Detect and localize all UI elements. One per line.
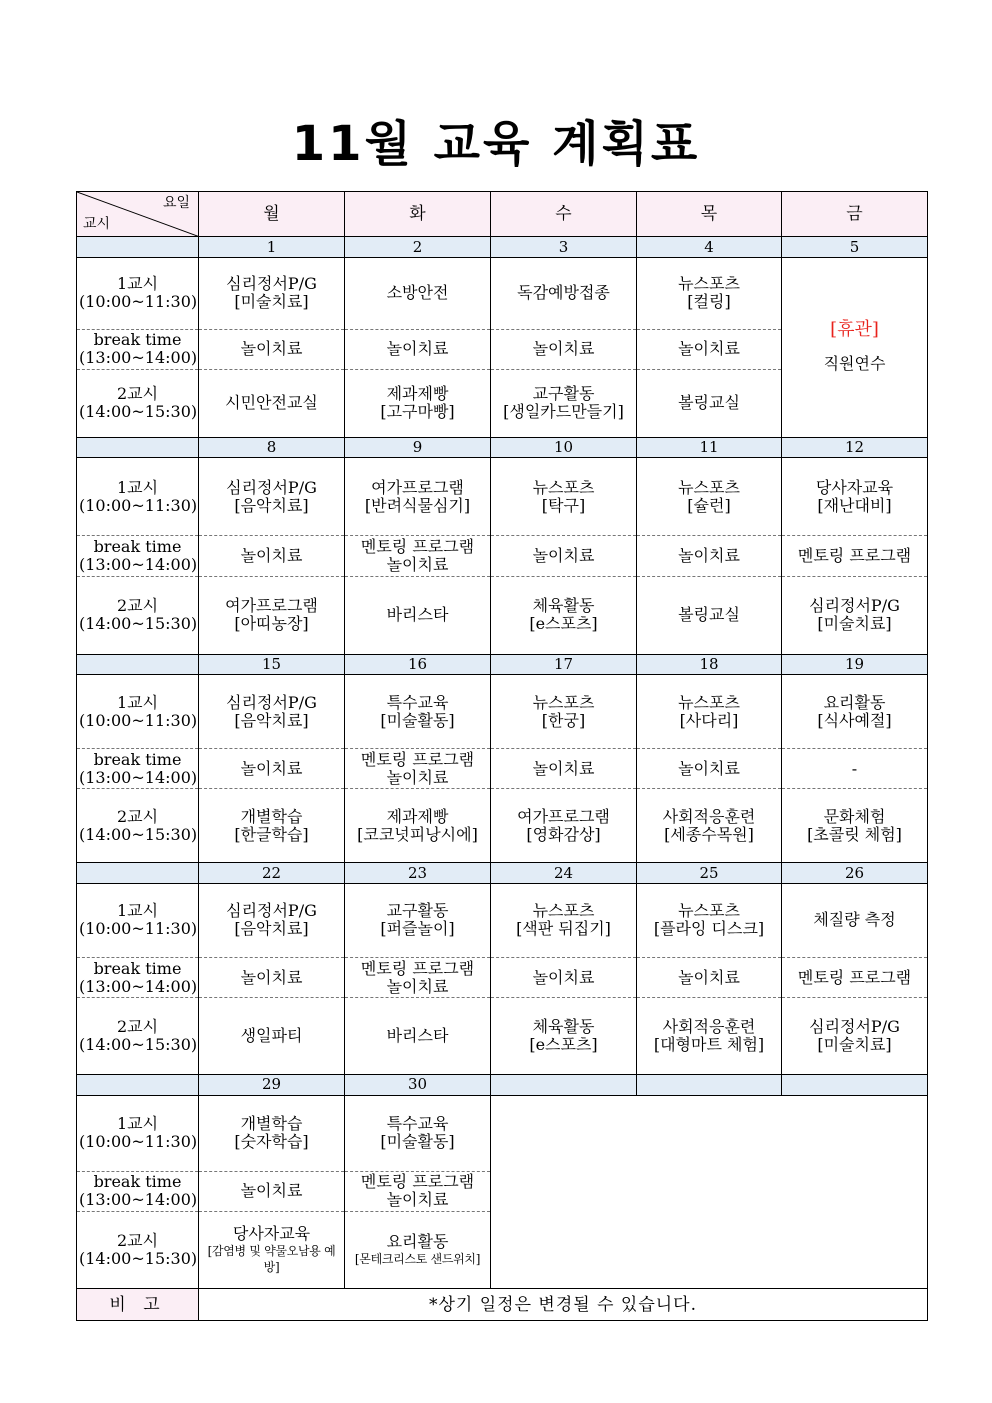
schedule-cell-thu xyxy=(637,536,782,576)
date-cell-fri: 5 xyxy=(782,237,928,258)
schedule-cell-fri xyxy=(782,576,928,654)
period-row-p2 xyxy=(77,576,928,654)
cell-line: 뉴스포츠 xyxy=(532,692,595,712)
cell-line: 놀이치료 xyxy=(240,545,303,565)
friday-closed-cell xyxy=(782,257,928,437)
schedule-cell-thu xyxy=(637,998,782,1075)
cell-line: 놀이치료 xyxy=(532,758,595,778)
cell-line: [슐런] xyxy=(687,495,731,515)
schedule-cell-tue xyxy=(345,883,491,957)
date-cell-wed: 10 xyxy=(491,437,637,458)
corner-cell xyxy=(77,192,199,237)
date-cell-tue: 30 xyxy=(345,1075,491,1096)
cell-line: (13:00~14:00) xyxy=(79,348,198,368)
spacer xyxy=(784,339,925,355)
schedule-cell-fri xyxy=(782,957,928,997)
schedule-cell-thu xyxy=(637,789,782,863)
cell-line: 여가프로그램 xyxy=(225,596,318,616)
schedule-cell-wed xyxy=(491,749,637,789)
cell-line: (13:00~14:00) xyxy=(79,1190,198,1210)
cell-line: break time xyxy=(93,1172,182,1192)
date-cell-wed: 17 xyxy=(491,654,637,675)
schedule-cell-tue xyxy=(345,1171,491,1211)
cell-line: 체육활동 xyxy=(532,596,595,616)
schedule-table xyxy=(76,191,928,1321)
date-cell-mon: 8 xyxy=(199,437,345,458)
cell-line: 놀이치료 xyxy=(240,967,303,987)
cell-line: 1교시 xyxy=(116,274,159,294)
schedule-cell-tue xyxy=(345,957,491,997)
date-cell-tue: 9 xyxy=(345,437,491,458)
cell-line: [음악치료] xyxy=(234,495,309,515)
schedule-cell-thu xyxy=(637,576,782,654)
cell-line: 1교시 xyxy=(116,1114,159,1134)
date-cell-tue: 23 xyxy=(345,863,491,884)
cell-line: 놀이치료 xyxy=(678,967,740,987)
cell-line: 개별학습 xyxy=(240,806,303,826)
cell-line: 2교시 xyxy=(116,806,159,826)
schedule-body xyxy=(77,192,928,1321)
cell-line: 놀이치료 xyxy=(678,758,740,778)
schedule-cell-tue xyxy=(345,749,491,789)
period-row-brk xyxy=(77,749,928,789)
cell-line: 개별학습 xyxy=(240,1114,303,1134)
date-cell-fri: 19 xyxy=(782,654,928,675)
period-row-p1 xyxy=(77,1095,928,1171)
cell-line: [생일카드만들기] xyxy=(503,402,624,422)
cell-line: 시민안전교실 xyxy=(225,393,318,413)
cell-line: - xyxy=(851,758,858,778)
schedule-cell-fri xyxy=(782,883,928,957)
cell-line: 여가프로그램 xyxy=(371,477,464,497)
day-header-wed: 수 xyxy=(491,192,637,237)
period-label-p2 xyxy=(77,369,199,437)
schedule-cell-thu xyxy=(637,458,782,536)
date-cell-mon: 29 xyxy=(199,1075,345,1096)
date-cell-wed: 24 xyxy=(491,863,637,884)
cell-line: 요리활동 xyxy=(386,1231,449,1251)
cell-line: (13:00~14:00) xyxy=(79,554,198,574)
date-row xyxy=(77,1075,928,1096)
cell-line: 뉴스포츠 xyxy=(532,477,595,497)
date-cell-wed xyxy=(491,1075,637,1096)
date-cell-wed: 3 xyxy=(491,237,637,258)
cell-line: 뉴스포츠 xyxy=(678,901,740,921)
cell-line: 특수교육 xyxy=(386,692,449,712)
period-row-brk xyxy=(77,536,928,576)
schedule-cell-wed xyxy=(491,458,637,536)
schedule-cell-mon xyxy=(199,369,345,437)
cell-line: break time xyxy=(93,536,182,556)
schedule-cell-wed xyxy=(491,675,637,749)
cell-line: (10:00~11:30) xyxy=(79,495,198,515)
schedule-cell-tue xyxy=(345,1095,491,1171)
cell-line: 놀이치료 xyxy=(240,339,303,359)
schedule-cell-mon xyxy=(199,1211,345,1288)
cell-line: 멘토링 프로그램 xyxy=(797,967,912,987)
cell-line: [대형마트 체험] xyxy=(653,1035,765,1055)
cell-line: 놀이치료 xyxy=(532,339,595,359)
cell-line: 여가프로그램 xyxy=(517,806,610,826)
schedule-cell-thu xyxy=(637,257,782,329)
date-row xyxy=(77,863,928,884)
cell-line: (10:00~11:30) xyxy=(79,710,198,730)
cell-line: 뉴스포츠 xyxy=(532,901,595,921)
date-cell-thu: 11 xyxy=(637,437,782,458)
schedule-cell-wed xyxy=(491,789,637,863)
cell-line: 요리활동 xyxy=(823,692,886,712)
schedule-cell-mon xyxy=(199,458,345,536)
cell-line: 소방안전 xyxy=(386,283,449,303)
schedule-cell-wed xyxy=(491,536,637,576)
cell-line: [컬링] xyxy=(687,292,731,312)
schedule-cell-fri xyxy=(782,536,928,576)
cell-line: 생일파티 xyxy=(240,1026,303,1046)
staff-training-label: 직원연수 xyxy=(823,354,886,374)
cell-line: 심리정서P/G xyxy=(226,477,317,497)
schedule-cell-tue xyxy=(345,369,491,437)
schedule-cell-tue xyxy=(345,998,491,1075)
cell-line: [숫자학습] xyxy=(234,1132,309,1152)
cell-line: 사회적응훈련 xyxy=(662,806,756,826)
cell-line: [미술치료] xyxy=(234,292,309,312)
cell-line: 1교시 xyxy=(116,692,159,712)
cell-line: 뉴스포츠 xyxy=(678,477,740,497)
day-header-fri: 금 xyxy=(782,192,928,237)
schedule-cell-thu xyxy=(637,749,782,789)
period-label-brk xyxy=(77,536,199,576)
cell-line: 심리정서P/G xyxy=(226,274,317,294)
period-label-p2 xyxy=(77,1211,199,1288)
schedule-cell-tue xyxy=(345,536,491,576)
schedule-cell-fri xyxy=(782,675,928,749)
cell-line: 멘토링 프로그램 xyxy=(360,536,475,556)
schedule-cell-mon xyxy=(199,998,345,1075)
cell-line: 1교시 xyxy=(116,901,159,921)
cell-line: [e스포츠] xyxy=(529,1035,598,1055)
cell-line: [반려식물심기] xyxy=(364,495,471,515)
day-header-tue: 화 xyxy=(345,192,491,237)
cell-line: [세종수목원] xyxy=(664,824,754,844)
schedule-cell-mon xyxy=(199,1095,345,1171)
date-row-spacer xyxy=(77,654,199,675)
cell-line: [퍼즐놀이] xyxy=(380,919,455,939)
schedule-cell-mon xyxy=(199,536,345,576)
cell-line: 2교시 xyxy=(116,1017,159,1037)
date-cell-mon: 15 xyxy=(199,654,345,675)
cell-line: 2교시 xyxy=(116,384,159,404)
cell-line: [몬테크리스토 샌드위치] xyxy=(354,1251,481,1266)
cell-line: [코코넛피낭시에] xyxy=(357,824,478,844)
schedule-cell-mon xyxy=(199,329,345,369)
cell-line: (14:00~15:30) xyxy=(79,614,198,634)
period-row-p1 xyxy=(77,458,928,536)
cell-line: 체질량 측정 xyxy=(813,910,896,930)
cell-line: 멘토링 프로그램 xyxy=(797,545,912,565)
date-cell-thu xyxy=(637,1075,782,1096)
schedule-cell-mon xyxy=(199,257,345,329)
date-cell-fri: 12 xyxy=(782,437,928,458)
cell-line: (14:00~15:30) xyxy=(79,1248,198,1268)
schedule-cell-thu xyxy=(637,369,782,437)
date-cell-thu: 25 xyxy=(637,863,782,884)
date-row xyxy=(77,437,928,458)
date-cell-mon: 22 xyxy=(199,863,345,884)
period-label-p2 xyxy=(77,998,199,1075)
cell-line: 놀이치료 xyxy=(678,545,740,565)
cell-line: 놀이치료 xyxy=(240,1181,303,1201)
schedule-cell-thu xyxy=(637,675,782,749)
schedule-cell-mon xyxy=(199,957,345,997)
cell-line: 심리정서P/G xyxy=(226,901,317,921)
schedule-cell-tue xyxy=(345,1211,491,1288)
cell-line: [한궁] xyxy=(541,710,586,730)
cell-line: [식사예절] xyxy=(817,710,892,730)
schedule-cell-mon xyxy=(199,749,345,789)
schedule-cell-thu xyxy=(637,329,782,369)
corner-day-label: 요일 xyxy=(162,195,190,211)
period-label-p1 xyxy=(77,257,199,329)
schedule-cell-tue xyxy=(345,329,491,369)
note-row xyxy=(77,1289,928,1321)
cell-line: (14:00~15:30) xyxy=(79,402,198,422)
cell-line: 특수교육 xyxy=(386,1114,449,1134)
schedule-cell-wed xyxy=(491,883,637,957)
cell-line: [한글학습] xyxy=(234,824,309,844)
cell-line: 사회적응훈련 xyxy=(662,1017,756,1037)
schedule-cell-mon xyxy=(199,576,345,654)
note-label: 비 고 xyxy=(77,1289,199,1321)
cell-line: break time xyxy=(93,749,182,769)
cell-line: [고구마빵] xyxy=(380,402,455,422)
date-row xyxy=(77,654,928,675)
period-label-p1 xyxy=(77,458,199,536)
date-row-spacer xyxy=(77,437,199,458)
period-row-p2 xyxy=(77,998,928,1075)
cell-line: 뉴스포츠 xyxy=(678,274,740,294)
cell-line: [미술치료] xyxy=(817,1035,892,1055)
cell-line: 놀이치료 xyxy=(386,976,449,996)
period-row-p2 xyxy=(77,789,928,863)
cell-line: [재난대비] xyxy=(817,495,892,515)
cell-line: 놀이치료 xyxy=(678,339,740,359)
date-cell-fri: 26 xyxy=(782,863,928,884)
cell-line: 심리정서P/G xyxy=(226,692,317,712)
cell-line: 제과제빵 xyxy=(386,806,449,826)
header-row xyxy=(77,192,928,237)
schedule-cell-mon xyxy=(199,1171,345,1211)
cell-line: 1교시 xyxy=(116,477,159,497)
cell-line: 놀이치료 xyxy=(386,554,449,574)
cell-line: 볼링교실 xyxy=(678,605,740,625)
cell-line: 놀이치료 xyxy=(386,339,449,359)
cell-line: [e스포츠] xyxy=(529,614,598,634)
schedule-cell-mon xyxy=(199,789,345,863)
cell-line: 멘토링 프로그램 xyxy=(360,1172,475,1192)
cell-line: 독감예방접종 xyxy=(517,283,610,303)
period-label-brk xyxy=(77,957,199,997)
cell-line: [사다리] xyxy=(679,710,739,730)
cell-line: (13:00~14:00) xyxy=(79,976,198,996)
cell-line: 당사자교육 xyxy=(815,477,894,497)
cell-line: 바리스타 xyxy=(386,1026,449,1046)
schedule-cell-wed xyxy=(491,329,637,369)
cell-line: 심리정서P/G xyxy=(809,1017,900,1037)
period-label-p1 xyxy=(77,1095,199,1171)
cell-line: 문화체험 xyxy=(823,806,886,826)
date-row-spacer xyxy=(77,863,199,884)
schedule-cell-mon xyxy=(199,883,345,957)
date-cell-tue: 16 xyxy=(345,654,491,675)
cell-line: 당사자교육 xyxy=(232,1223,311,1243)
cell-line: 멘토링 프로그램 xyxy=(360,958,475,978)
date-cell-mon: 1 xyxy=(199,237,345,258)
schedule-cell-fri xyxy=(782,749,928,789)
period-label-brk xyxy=(77,329,199,369)
schedule-cell-tue xyxy=(345,576,491,654)
cell-line: (14:00~15:30) xyxy=(79,824,198,844)
schedule-cell-fri xyxy=(782,458,928,536)
date-cell-fri xyxy=(782,1075,928,1096)
schedule-cell-thu xyxy=(637,957,782,997)
schedule-cell-tue xyxy=(345,458,491,536)
schedule-cell-wed xyxy=(491,998,637,1075)
closed-label: [휴관] xyxy=(830,319,879,341)
cell-line: 멘토링 프로그램 xyxy=(360,749,475,769)
schedule-cell-thu xyxy=(637,883,782,957)
cell-line: 2교시 xyxy=(116,596,159,616)
schedule-cell-wed xyxy=(491,369,637,437)
cell-line: 볼링교실 xyxy=(678,393,740,413)
cell-line: 놀이치료 xyxy=(240,758,303,778)
cell-line: break time xyxy=(93,330,182,350)
note-text: *상기 일정은 변경될 수 있습니다. xyxy=(199,1289,928,1321)
period-row-brk xyxy=(77,957,928,997)
cell-line: 2교시 xyxy=(116,1230,159,1250)
cell-line: (13:00~14:00) xyxy=(79,767,198,787)
cell-line: 심리정서P/G xyxy=(809,596,900,616)
schedule-cell-tue xyxy=(345,675,491,749)
cell-line: (10:00~11:30) xyxy=(79,1132,198,1152)
date-cell-thu: 4 xyxy=(637,237,782,258)
corner-period-label: 교시 xyxy=(83,216,111,233)
date-row-spacer xyxy=(77,1075,199,1096)
cell-line: 뉴스포츠 xyxy=(678,692,740,712)
page-title: 11월 교육 계획표 xyxy=(291,116,701,172)
schedule-cell-fri xyxy=(782,998,928,1075)
cell-line: 교구활동 xyxy=(532,384,595,404)
cell-line: [아띠농장] xyxy=(234,614,309,634)
cell-line: [플라잉 디스크] xyxy=(653,919,765,939)
cell-line: [미술활동] xyxy=(380,1132,455,1152)
period-label-p1 xyxy=(77,883,199,957)
cell-line: [미술치료] xyxy=(817,614,892,634)
cell-line: 제과제빵 xyxy=(386,384,449,404)
schedule-cell-tue xyxy=(345,257,491,329)
cell-line: 놀이치료 xyxy=(386,1190,449,1210)
schedule-cell-fri xyxy=(782,789,928,863)
period-row-p1 xyxy=(77,883,928,957)
cell-line: 놀이치료 xyxy=(532,545,595,565)
schedule-cell-wed xyxy=(491,257,637,329)
empty-block xyxy=(491,1095,928,1288)
cell-line: break time xyxy=(93,958,182,978)
day-header-mon: 월 xyxy=(199,192,345,237)
schedule-cell-mon xyxy=(199,675,345,749)
cell-line: [음악치료] xyxy=(234,710,309,730)
day-header-thu: 목 xyxy=(637,192,782,237)
cell-line: [미술활동] xyxy=(380,710,455,730)
cell-line: (10:00~11:30) xyxy=(79,919,198,939)
cell-line: [영화감상] xyxy=(526,824,601,844)
period-label-p2 xyxy=(77,576,199,654)
cell-line: [탁구] xyxy=(541,495,586,515)
date-cell-thu: 18 xyxy=(637,654,782,675)
schedule-cell-tue xyxy=(345,789,491,863)
cell-line: 놀이치료 xyxy=(532,967,595,987)
period-label-p2 xyxy=(77,789,199,863)
cell-line: 체육활동 xyxy=(532,1017,595,1037)
period-label-p1 xyxy=(77,675,199,749)
cell-line: 놀이치료 xyxy=(386,767,449,787)
date-row-spacer xyxy=(77,237,199,258)
period-row-p1 xyxy=(77,257,928,329)
date-cell-tue: 2 xyxy=(345,237,491,258)
cell-line: 바리스타 xyxy=(386,605,449,625)
schedule-cell-wed xyxy=(491,576,637,654)
period-row-p1 xyxy=(77,675,928,749)
cell-line: (14:00~15:30) xyxy=(79,1035,198,1055)
period-label-brk xyxy=(77,1171,199,1211)
cell-line: [음악치료] xyxy=(234,919,309,939)
cell-line: [색판 뒤집기] xyxy=(516,919,611,939)
cell-line: [초콜릿 체험] xyxy=(807,824,902,844)
schedule-cell-wed xyxy=(491,957,637,997)
cell-line: 교구활동 xyxy=(386,901,449,921)
cell-line: (10:00~11:30) xyxy=(79,292,198,312)
period-label-brk xyxy=(77,749,199,789)
date-row xyxy=(77,237,928,258)
cell-line: [감염병 및 약물오남용 예방] xyxy=(207,1243,336,1274)
